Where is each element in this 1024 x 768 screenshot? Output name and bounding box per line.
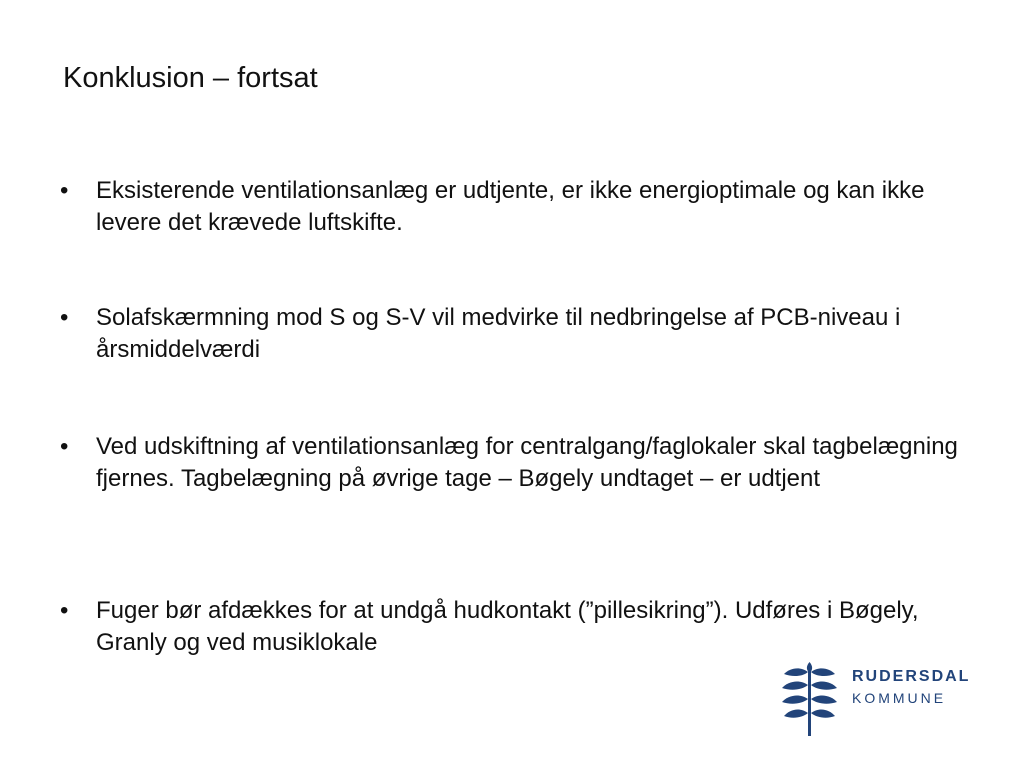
bullet-item (60, 431, 970, 495)
rudersdal-logo (778, 660, 971, 740)
bullet-item (60, 595, 970, 659)
bullet-item (60, 302, 970, 366)
bullet-text: Solafskærmning mod S og S-V vil medvirke til nedbringelse af PCB-niveau i årsmiddelværdi (96, 304, 901, 363)
logo-name: RUDERSDAL (852, 668, 971, 685)
bullet-text: Fuger bør afdækkes for at undgå hudkontakt (”pillesikring”). Udføres i Bøgely, Granly og ved musiklokale (96, 597, 919, 656)
bullet-marker: • (60, 433, 69, 460)
leaf-branch-icon (778, 660, 842, 740)
slide-title: Konklusion – fortsat (63, 62, 318, 94)
bullet-marker: • (60, 597, 69, 624)
bullet-marker: • (60, 177, 69, 204)
logo-subtitle: KOMMUNE (852, 690, 947, 706)
bullet-marker: • (60, 304, 69, 331)
bullet-text: Ved udskiftning af ventilationsanlæg for centralgang/faglokaler skal tagbelægning fjernes. Tagbelægning på øvrige tage – Bøgely undtaget – er udtjent (96, 433, 958, 492)
bullet-text: Eksisterende ventilationsanlæg er udtjente, er ikke energioptimale og kan ikke levere det krævede luftskifte. (96, 177, 925, 236)
bullet-item (60, 175, 970, 239)
